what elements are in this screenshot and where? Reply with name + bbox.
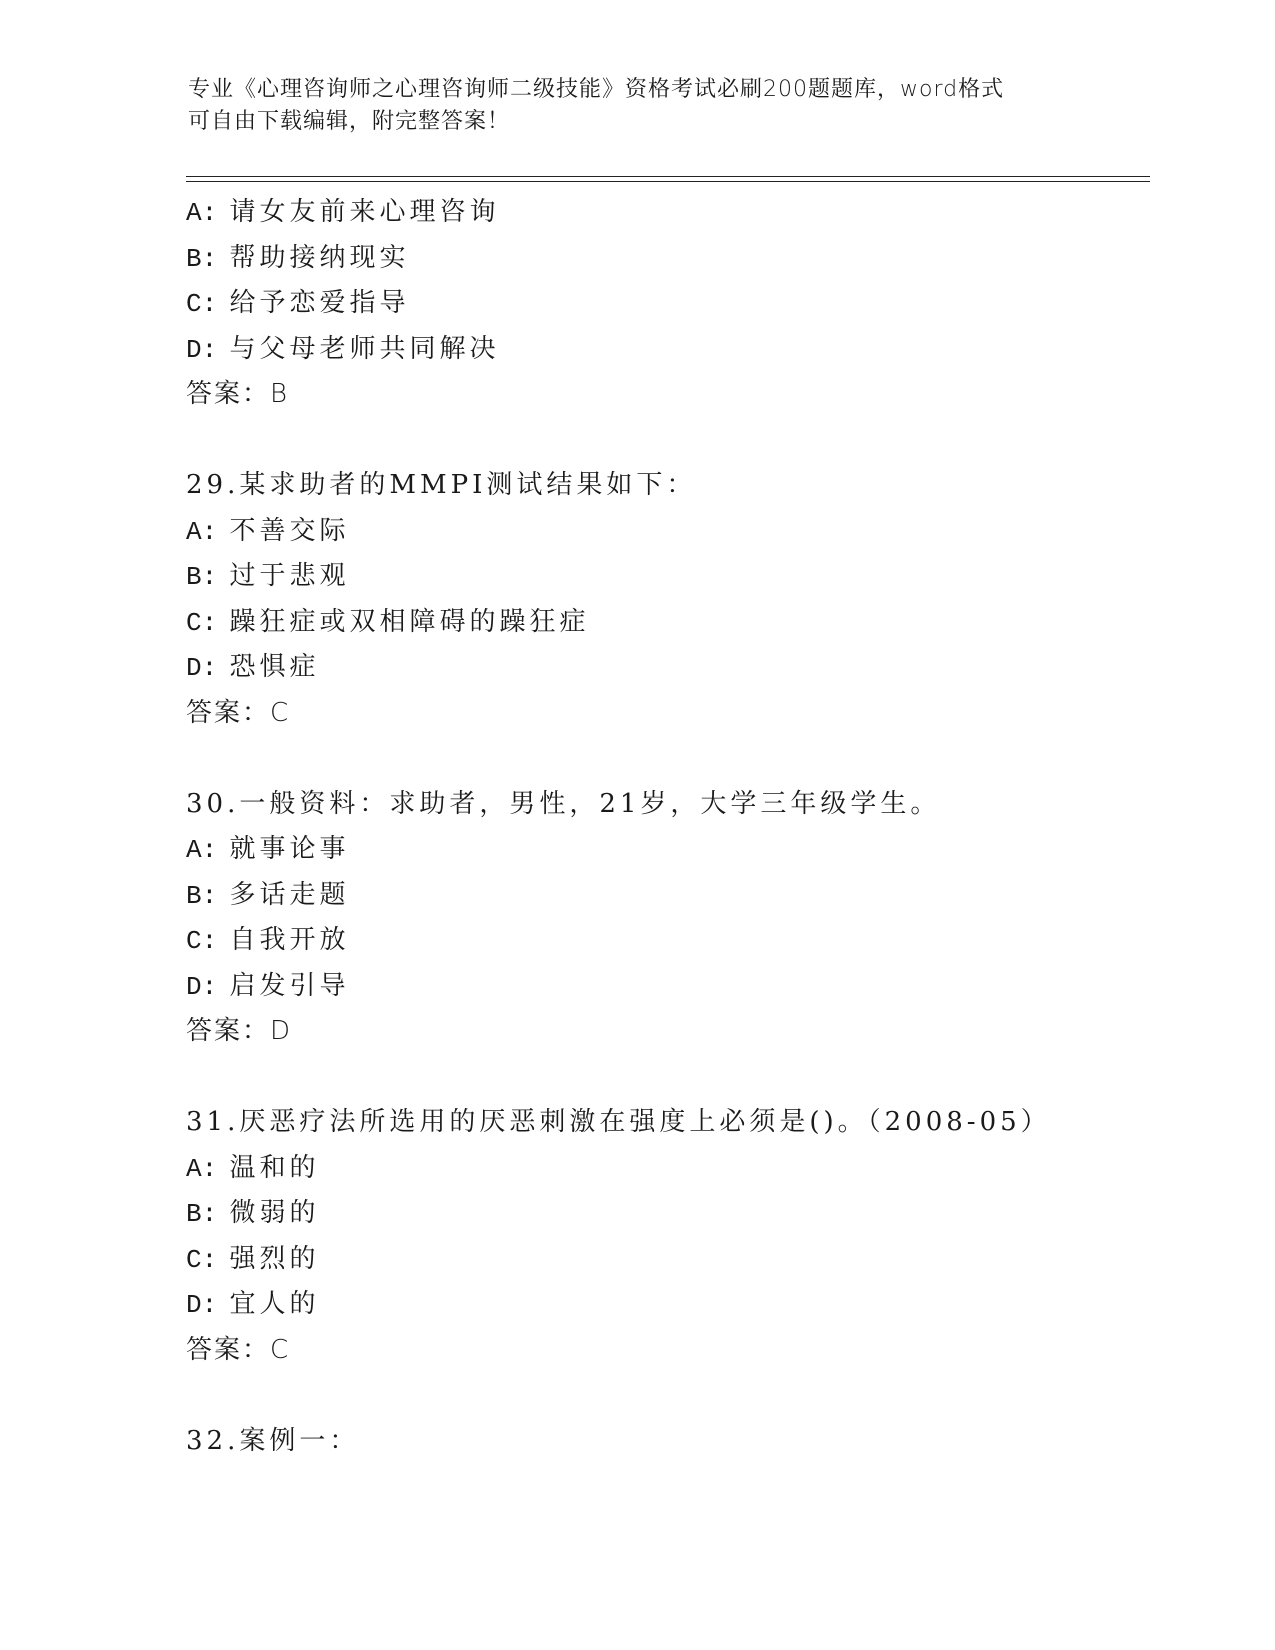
option-text: 多话走题 bbox=[229, 879, 350, 910]
option-text: 就事论事 bbox=[229, 834, 350, 864]
option-d bbox=[186, 1282, 1146, 1328]
option-a bbox=[186, 190, 1146, 236]
option-text: 启发引导 bbox=[229, 970, 350, 1001]
option-key: C: bbox=[186, 607, 218, 638]
answer-line: 答案：B bbox=[186, 379, 290, 409]
header-divider-bottom bbox=[186, 181, 1150, 182]
option-b bbox=[186, 236, 1146, 282]
option-text: 给予恋爱指导 bbox=[229, 288, 410, 318]
option-text: 躁狂症或双相障碍的躁狂症 bbox=[229, 606, 590, 637]
option-key: C: bbox=[186, 289, 218, 319]
answer-line: 答案：C bbox=[186, 1334, 291, 1365]
question-stem: 31.厌恶疗法所选用的厌恶刺激在强度上必须是()。（2008-05） bbox=[186, 1107, 1051, 1137]
spacer bbox=[186, 1055, 1146, 1101]
option-text: 请女友前来心理咨询 bbox=[229, 197, 500, 227]
option-key: A: bbox=[186, 835, 218, 865]
question-list bbox=[186, 190, 1146, 1464]
answer-line: 答案：C bbox=[186, 697, 291, 728]
spacer bbox=[186, 1373, 1146, 1419]
option-key: C: bbox=[186, 926, 218, 956]
option-key: A: bbox=[186, 1153, 218, 1184]
option-key: D: bbox=[186, 653, 218, 683]
header-line-1: 专业《心理咨询师之心理咨询师二级技能》资格考试必刷200题题库，word格式 bbox=[188, 77, 1005, 102]
option-key: D: bbox=[186, 1290, 218, 1320]
option-text: 微弱的 bbox=[229, 1198, 320, 1228]
option-text: 温和的 bbox=[229, 1152, 320, 1183]
option-d bbox=[186, 645, 1146, 691]
option-key: B: bbox=[186, 243, 218, 274]
option-c bbox=[186, 1237, 1146, 1283]
option-d bbox=[186, 964, 1146, 1010]
question-block-28 bbox=[186, 190, 1146, 418]
option-a bbox=[186, 509, 1146, 555]
answer-line: 答案：D bbox=[186, 1016, 293, 1046]
option-a bbox=[186, 1146, 1146, 1192]
option-text: 过于悲观 bbox=[229, 561, 350, 591]
option-key: D: bbox=[186, 334, 218, 365]
option-key: A: bbox=[186, 516, 218, 547]
option-key: C: bbox=[186, 1244, 218, 1275]
option-text: 恐惧症 bbox=[229, 652, 320, 682]
option-text: 宜人的 bbox=[229, 1289, 320, 1319]
option-a bbox=[186, 827, 1146, 873]
header-line-2: 可自由下载编辑，附完整答案！ bbox=[188, 109, 511, 134]
spacer bbox=[186, 418, 1146, 464]
option-c bbox=[186, 600, 1146, 646]
option-b bbox=[186, 873, 1146, 919]
option-text: 强烈的 bbox=[229, 1243, 320, 1274]
option-key: D: bbox=[186, 971, 218, 1002]
question-block-29 bbox=[186, 463, 1146, 736]
option-c bbox=[186, 918, 1146, 964]
question-block-32 bbox=[186, 1419, 1146, 1465]
question-block-31 bbox=[186, 1100, 1146, 1373]
option-key: A: bbox=[186, 198, 218, 228]
option-text: 帮助接纳现实 bbox=[229, 242, 410, 273]
question-stem: 29.某求助者的MMPI测试结果如下： bbox=[186, 470, 697, 500]
question-block-30 bbox=[186, 782, 1146, 1055]
option-key: B: bbox=[186, 562, 218, 592]
spacer bbox=[186, 736, 1146, 782]
option-d bbox=[186, 327, 1146, 373]
option-key: B: bbox=[186, 1199, 218, 1229]
option-b bbox=[186, 1191, 1146, 1237]
question-stem: 30.一般资料：求助者，男性，21岁，大学三年级学生。 bbox=[186, 788, 941, 819]
option-b bbox=[186, 554, 1146, 600]
option-key: B: bbox=[186, 880, 218, 911]
option-text: 自我开放 bbox=[229, 925, 350, 955]
document-header bbox=[188, 74, 1088, 138]
option-c bbox=[186, 281, 1146, 327]
question-stem: 32.案例一： bbox=[186, 1425, 360, 1456]
option-text: 不善交际 bbox=[229, 515, 350, 546]
option-text: 与父母老师共同解决 bbox=[229, 333, 500, 364]
header-divider-top bbox=[186, 176, 1150, 177]
